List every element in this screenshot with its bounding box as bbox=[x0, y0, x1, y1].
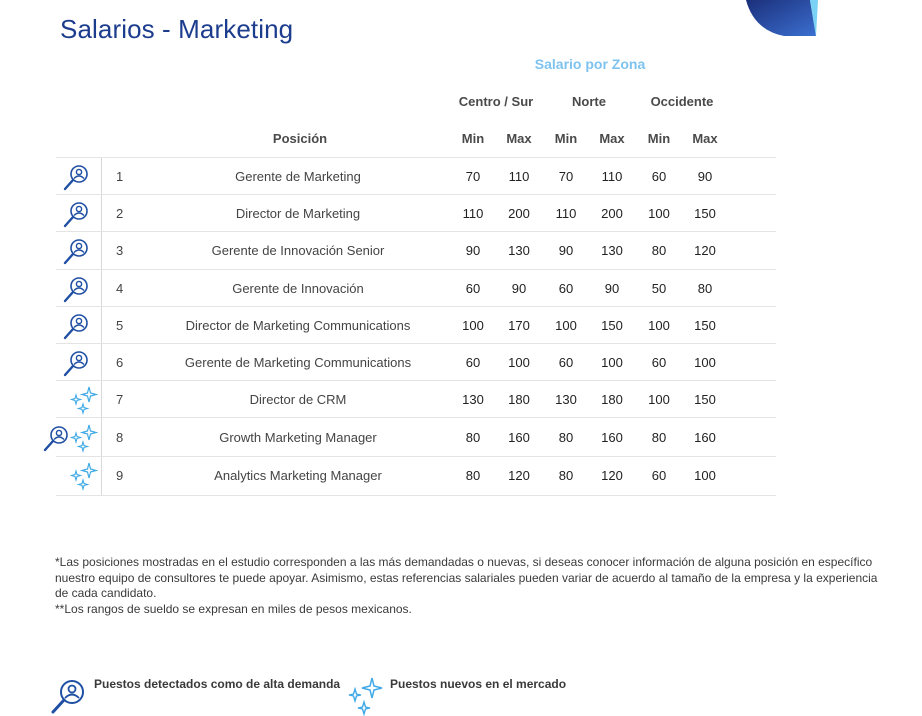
max-salary-cell: 100 bbox=[694, 468, 716, 483]
max-salary-cell: 80 bbox=[697, 281, 713, 296]
row-number: 3 bbox=[116, 243, 124, 258]
position-name: Gerente de Innovación Senior bbox=[211, 243, 385, 258]
table-row bbox=[56, 306, 776, 344]
min-salary-cell: 60 bbox=[558, 355, 574, 370]
min-salary-cell: 110 bbox=[555, 206, 577, 221]
row-tag-icons bbox=[56, 195, 100, 232]
max-salary-cell: 130 bbox=[508, 243, 530, 258]
position-name: Gerente de Marketing bbox=[235, 169, 361, 184]
row-number: 2 bbox=[116, 206, 124, 221]
row-number: 9 bbox=[116, 468, 124, 483]
min-salary-cell: 110 bbox=[462, 206, 484, 221]
min-salary-cell: 100 bbox=[555, 318, 577, 333]
row-number: 7 bbox=[116, 392, 124, 407]
row-number: 1 bbox=[116, 169, 124, 184]
min-salary-cell: 100 bbox=[648, 206, 670, 221]
min-salary-cell: 60 bbox=[558, 281, 574, 296]
page-title: Salarios - Marketing bbox=[60, 14, 294, 44]
legend-demand-label: Puestos detectados como de alta demanda bbox=[94, 677, 341, 691]
min-salary-cell: 60 bbox=[651, 169, 667, 184]
corner-decoration bbox=[744, 0, 824, 40]
max-salary-cell: 100 bbox=[601, 355, 623, 370]
legend-new-icon bbox=[346, 676, 386, 716]
zone-header-occidente: Occidente bbox=[650, 94, 714, 109]
min-salary-cell: 60 bbox=[651, 355, 667, 370]
min-header: Min bbox=[554, 131, 578, 146]
row-tag-icons bbox=[56, 158, 100, 195]
footnote-2: **Los rangos de sueldo se expresan en miles de pesos mexicanos. bbox=[55, 601, 412, 616]
min-salary-cell: 100 bbox=[462, 318, 484, 333]
min-salary-cell: 90 bbox=[558, 243, 574, 258]
row-divider bbox=[101, 344, 102, 381]
min-salary-cell: 70 bbox=[465, 169, 481, 184]
row-divider bbox=[101, 457, 102, 495]
table-row bbox=[56, 269, 776, 307]
max-header: Max bbox=[506, 131, 532, 146]
row-divider bbox=[101, 158, 102, 195]
max-salary-cell: 90 bbox=[697, 169, 713, 184]
position-name: Gerente de Marketing Communications bbox=[184, 355, 412, 370]
position-name: Gerente de Innovación bbox=[232, 281, 364, 296]
min-salary-cell: 60 bbox=[465, 355, 481, 370]
position-name: Analytics Marketing Manager bbox=[214, 468, 382, 483]
min-salary-cell: 60 bbox=[651, 468, 667, 483]
zone-header-norte: Norte bbox=[572, 94, 606, 109]
footnotes bbox=[55, 555, 885, 617]
max-salary-cell: 120 bbox=[694, 243, 716, 258]
max-salary-cell: 200 bbox=[601, 206, 623, 221]
new-position-icon bbox=[70, 461, 98, 491]
max-salary-cell: 110 bbox=[601, 169, 623, 184]
min-salary-cell: 50 bbox=[651, 281, 667, 296]
max-salary-cell: 160 bbox=[508, 430, 530, 445]
row-number: 5 bbox=[116, 318, 124, 333]
position-header: Posición bbox=[272, 131, 328, 146]
legend-demand-icon bbox=[50, 676, 90, 716]
position-name: Director de Marketing Communications bbox=[185, 318, 411, 333]
min-header: Min bbox=[647, 131, 671, 146]
max-salary-cell: 110 bbox=[508, 169, 530, 184]
min-salary-cell: 70 bbox=[558, 169, 574, 184]
table-row bbox=[56, 157, 776, 195]
max-salary-cell: 150 bbox=[601, 318, 623, 333]
row-divider bbox=[101, 381, 102, 418]
max-salary-cell: 170 bbox=[508, 318, 530, 333]
max-salary-cell: 160 bbox=[601, 430, 623, 445]
row-divider bbox=[101, 418, 102, 457]
zone-title: Salario por Zona bbox=[534, 56, 646, 72]
zone-header-centro-sur: Centro / Sur bbox=[458, 94, 534, 109]
row-tag-icons bbox=[56, 457, 100, 495]
min-salary-cell: 80 bbox=[465, 468, 481, 483]
high-demand-icon bbox=[42, 423, 72, 453]
max-salary-cell: 100 bbox=[694, 355, 716, 370]
row-tag-icons bbox=[56, 307, 100, 344]
min-salary-cell: 100 bbox=[648, 318, 670, 333]
row-tag-icons bbox=[56, 232, 100, 270]
row-tag-icons bbox=[56, 381, 100, 418]
new-position-icon bbox=[70, 423, 98, 453]
row-tag-icons bbox=[56, 418, 100, 457]
high-demand-icon bbox=[62, 274, 92, 304]
min-salary-cell: 130 bbox=[462, 392, 484, 407]
row-tag-icons bbox=[56, 270, 100, 307]
min-salary-cell: 80 bbox=[651, 243, 667, 258]
high-demand-icon bbox=[62, 348, 92, 378]
legend-new-label: Puestos nuevos en el mercado bbox=[390, 677, 567, 691]
max-salary-cell: 180 bbox=[601, 392, 623, 407]
max-salary-cell: 90 bbox=[511, 281, 527, 296]
max-salary-cell: 160 bbox=[694, 430, 716, 445]
max-salary-cell: 100 bbox=[508, 355, 530, 370]
table-row bbox=[56, 456, 776, 496]
high-demand-icon bbox=[62, 162, 92, 192]
row-divider bbox=[101, 270, 102, 307]
footnote-1: *Las posiciones mostradas en el estudio corresponden a las más demandadas o nuevas, si deseas conocer información de alguna posición en específico nuestro equipo de consultores te puede apoyar. Asimismo, estas referencias salariales pueden variar de acuerdo al tamaño de la empresa y la experiencia de cada candidato. bbox=[55, 555, 878, 600]
max-salary-cell: 180 bbox=[508, 392, 530, 407]
row-divider bbox=[101, 307, 102, 344]
min-salary-cell: 80 bbox=[465, 430, 481, 445]
max-salary-cell: 90 bbox=[604, 281, 620, 296]
row-tag-icons bbox=[56, 344, 100, 381]
min-header: Min bbox=[461, 131, 485, 146]
position-name: Director de CRM bbox=[249, 392, 347, 407]
min-salary-cell: 80 bbox=[558, 430, 574, 445]
min-salary-cell: 100 bbox=[648, 392, 670, 407]
high-demand-icon bbox=[62, 236, 92, 266]
min-salary-cell: 60 bbox=[465, 281, 481, 296]
table-row bbox=[56, 231, 776, 270]
min-salary-cell: 130 bbox=[555, 392, 577, 407]
row-divider bbox=[101, 195, 102, 232]
max-header: Max bbox=[692, 131, 718, 146]
table-row bbox=[56, 380, 776, 418]
high-demand-icon bbox=[62, 199, 92, 229]
min-salary-cell: 90 bbox=[465, 243, 481, 258]
max-salary-cell: 200 bbox=[508, 206, 530, 221]
high-demand-icon bbox=[62, 311, 92, 341]
max-salary-cell: 150 bbox=[694, 206, 716, 221]
min-salary-cell: 80 bbox=[558, 468, 574, 483]
max-salary-cell: 120 bbox=[508, 468, 530, 483]
table-row bbox=[56, 194, 776, 232]
max-salary-cell: 130 bbox=[601, 243, 623, 258]
row-number: 4 bbox=[116, 281, 124, 296]
row-number: 6 bbox=[116, 355, 124, 370]
new-position-icon bbox=[70, 385, 98, 415]
max-salary-cell: 120 bbox=[601, 468, 623, 483]
row-number: 8 bbox=[116, 430, 124, 445]
min-salary-cell: 80 bbox=[651, 430, 667, 445]
row-divider bbox=[101, 232, 102, 270]
position-name: Growth Marketing Manager bbox=[219, 430, 377, 445]
max-header: Max bbox=[599, 131, 625, 146]
max-salary-cell: 150 bbox=[694, 392, 716, 407]
table-row bbox=[56, 417, 776, 457]
max-salary-cell: 150 bbox=[694, 318, 716, 333]
table-row bbox=[56, 343, 776, 381]
position-name: Director de Marketing bbox=[235, 206, 361, 221]
